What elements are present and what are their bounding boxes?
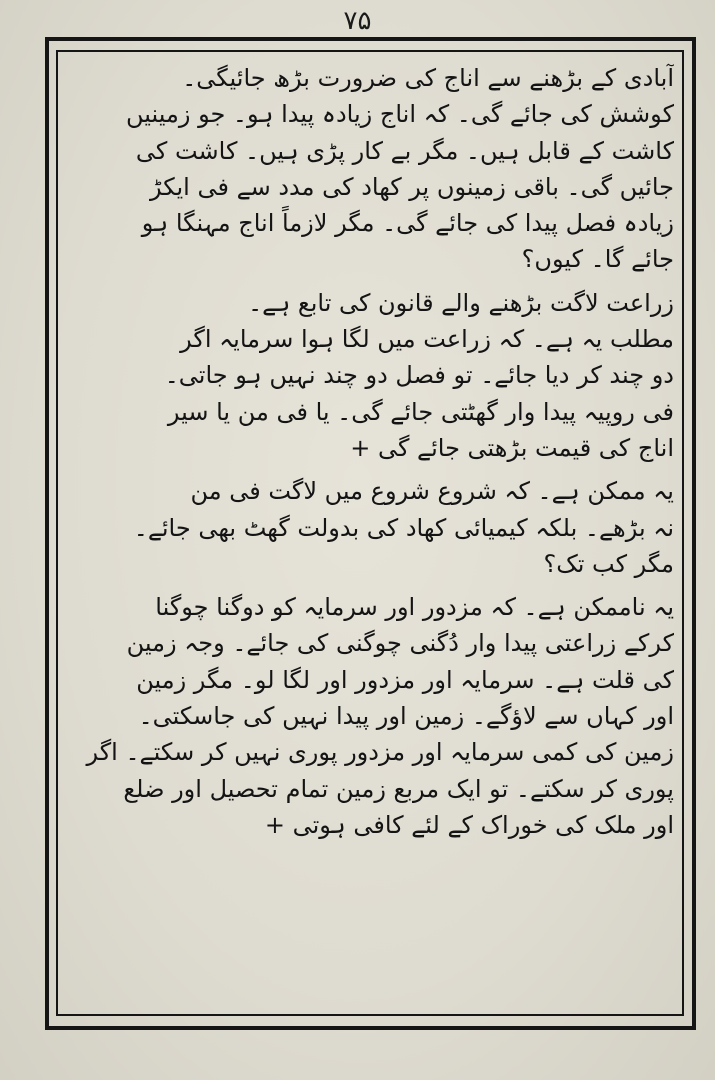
text-line: مگر کب تک؟ <box>543 549 674 578</box>
paragraph-chemical-fertilizer <box>68 473 674 582</box>
text-line: زراعت لاگت بڑھنے والے قانون کی تابع ہے۔ <box>248 288 674 317</box>
text-line: فی روپیہ پیدا وار گھٹتی جائے گی۔ یا فی من یا سیر <box>167 397 674 426</box>
text-line: کرکے زراعتی پیدا وار دُگنی چوگنی کی جائے۔ وجہ زمین <box>126 629 674 658</box>
text-line: یہ ناممکن ہے۔ کہ مزدور اور سرمایہ کو دوگنا چوگنا <box>155 593 674 622</box>
text-line: اور ملک کی خوراک کے لئے کافی ہوتی + <box>264 810 674 839</box>
text-line: زیادہ فصل پیدا کی جائے گی۔ مگر لازماً اناج مہنگا ہو <box>141 209 674 238</box>
text-line: یہ ممکن ہے۔ کہ شروع شروع میں لاگت فی من <box>190 477 674 506</box>
text-line: پوری کر سکتے۔ تو ایک مربع زمین تمام تحصیل اور ضلع <box>123 774 674 803</box>
text-line: جائے گا۔ کیوں؟ <box>521 245 674 274</box>
text-line: نہ بڑھے۔ بلکہ کیمیائی کھاد کی بدولت گھٹ بھی جائے۔ <box>133 513 674 542</box>
paragraph-population-grain <box>68 60 674 278</box>
text-line: زمین کی کمی سرمایہ اور مزدور پوری نہیں کر سکتے۔ اگر <box>86 738 674 767</box>
paragraph-land-scarcity <box>68 589 674 843</box>
text-line: آبادی کے بڑھنے سے اناج کی ضرورت بڑھ جائیگی۔ <box>182 64 674 92</box>
text-line: اناج کی قیمت بڑھتی جائے گی + <box>350 433 674 462</box>
text-line: کی قلت ہے۔ سرمایہ اور مزدور اور لگا لو۔ مگر زمین <box>136 665 674 694</box>
text-line: جائیں گی۔ باقی زمینوں پر کھاد کی مدد سے فی ایکڑ <box>149 172 674 201</box>
text-line: مطلب یہ ہے۔ کہ زراعت میں لگا ہوا سرمایہ اگر <box>180 325 674 354</box>
text-line: دو چند کر دیا جائے۔ تو فصل دو چند نہیں ہو جاتی۔ <box>164 361 674 390</box>
page-number: ۷۵ <box>343 6 372 36</box>
text-line: کاشت کے قابل ہیں۔ مگر بے کار پڑی ہیں۔ کاشت کی <box>135 136 674 165</box>
text-line: اور کہاں سے لاؤگے۔ زمین اور پیدا نہیں کی جاسکتی۔ <box>138 702 674 731</box>
text-line: کوشش کی جائے گی۔ کہ اناج زیادہ پیدا ہو۔ جو زمینیں <box>126 100 674 129</box>
paragraph-increasing-cost <box>68 285 674 466</box>
page-body-text <box>68 60 674 843</box>
